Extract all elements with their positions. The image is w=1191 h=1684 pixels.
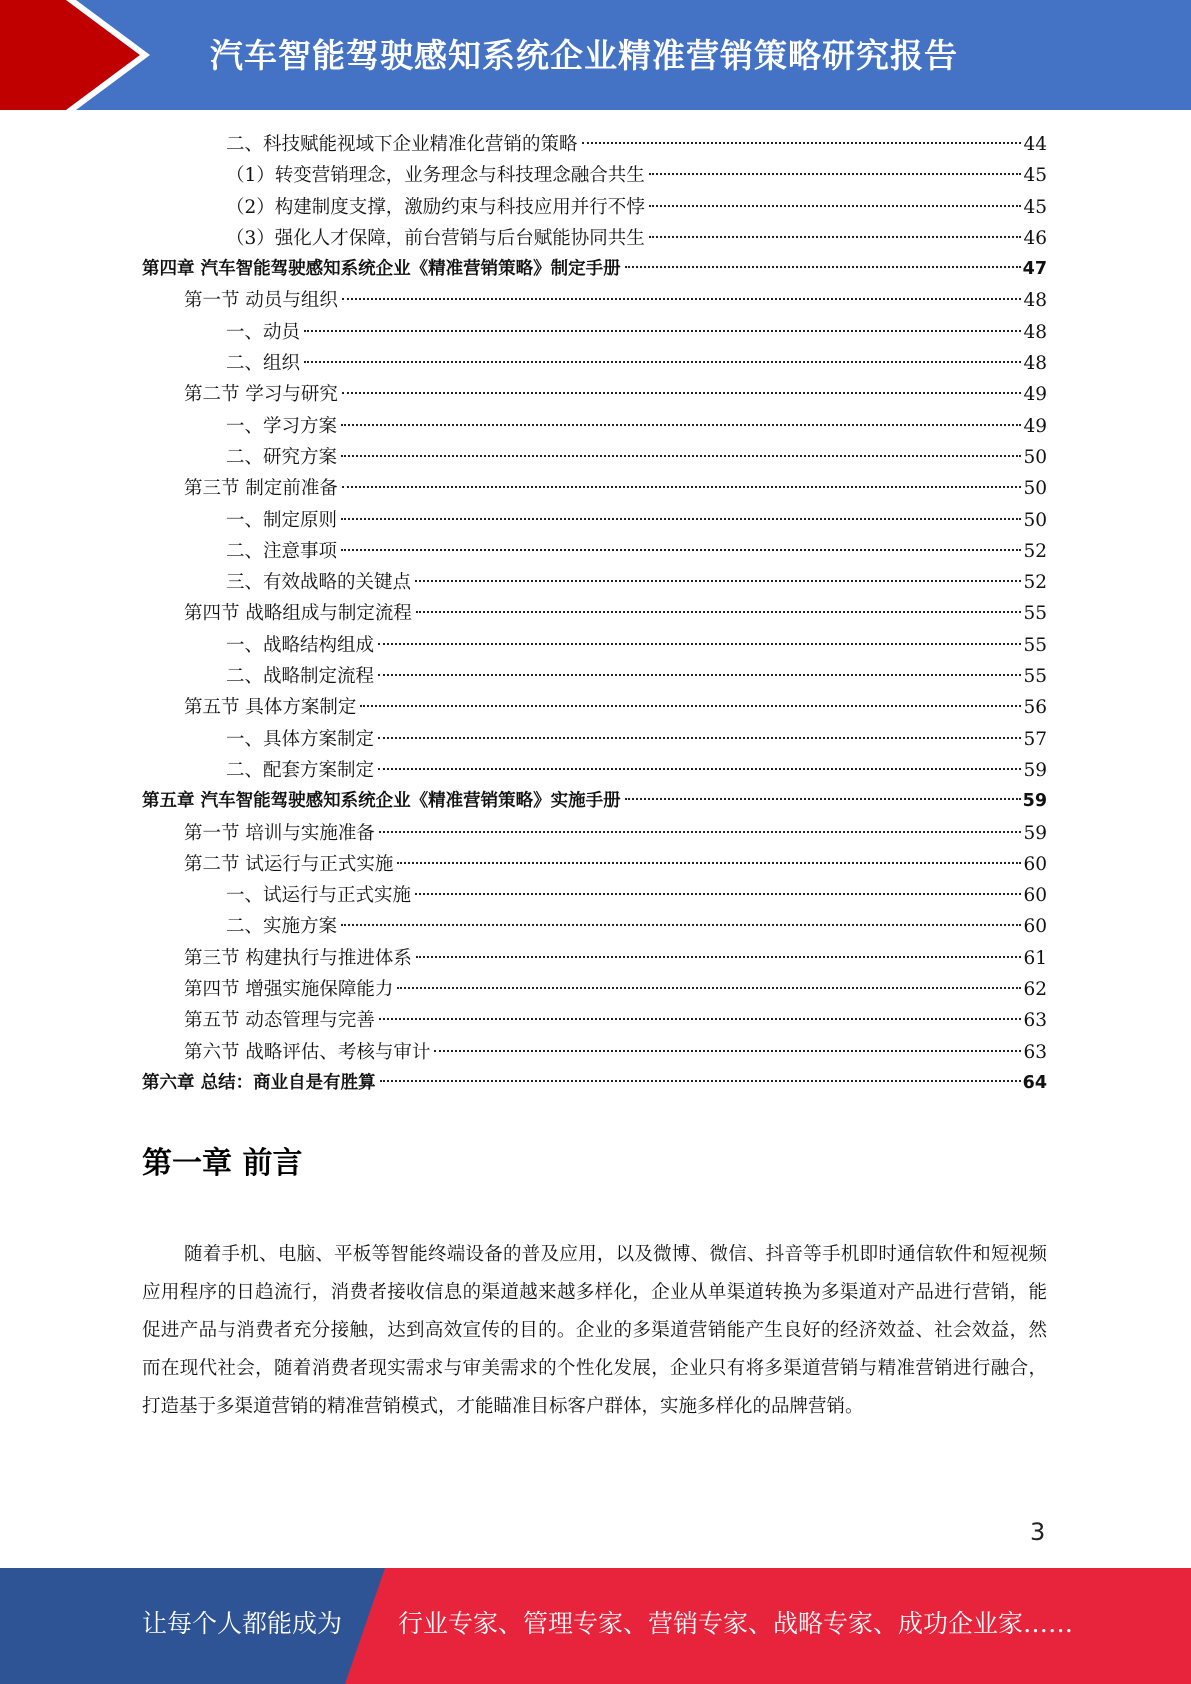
toc-dot-leader [416, 956, 1022, 958]
toc-entry-page: 48 [1023, 321, 1047, 343]
toc-entry-label: 第三节 构建执行与推进体系 [184, 947, 412, 969]
toc-entry[interactable] [142, 442, 1047, 473]
header-arrow-shape [0, 0, 160, 110]
toc-entry-page: 50 [1023, 478, 1047, 500]
toc-entry[interactable] [142, 348, 1047, 379]
toc-entry-page: 63 [1023, 1041, 1047, 1063]
toc-entry-page: 60 [1023, 885, 1047, 907]
toc-entry-label: 第五章 汽车智能驾驶感知系统企业《精准营销策略》实施手册 [142, 791, 621, 812]
toc-entry-page: 64 [1022, 1072, 1047, 1093]
toc-entry[interactable] [142, 598, 1047, 629]
toc-entry-page: 57 [1023, 728, 1047, 750]
table-of-contents [142, 129, 1047, 1099]
toc-dot-leader [649, 173, 1022, 175]
toc-entry-page: 59 [1023, 822, 1047, 844]
toc-entry-page: 52 [1023, 540, 1047, 562]
toc-entry-label: 第六章 总结：商业自是有胜算 [142, 1072, 376, 1093]
toc-entry[interactable] [142, 974, 1047, 1005]
header-banner [0, 0, 1191, 110]
toc-entry-label: 第五节 具体方案制定 [184, 697, 357, 719]
toc-entry[interactable] [142, 567, 1047, 598]
toc-entry-page: 50 [1023, 446, 1047, 468]
toc-entry-page: 55 [1023, 603, 1047, 625]
toc-entry-page: 49 [1023, 384, 1047, 406]
toc-entry-label: 第二节 试运行与正式实施 [184, 853, 394, 875]
toc-dot-leader [379, 831, 1022, 833]
toc-entry-page: 49 [1023, 415, 1047, 437]
toc-entry-page: 45 [1023, 165, 1047, 187]
toc-entry[interactable] [142, 192, 1047, 223]
toc-entry-label: 一、制定原则 [226, 509, 338, 531]
toc-entry-page: 46 [1023, 227, 1047, 249]
toc-dot-leader [378, 768, 1021, 770]
toc-dot-leader [341, 924, 1021, 926]
toc-entry[interactable] [142, 724, 1047, 755]
footer-banner [0, 1568, 1191, 1684]
toc-entry-page: 61 [1023, 947, 1047, 969]
toc-entry[interactable] [142, 1068, 1047, 1099]
toc-entry[interactable] [142, 849, 1047, 880]
toc-entry-label: 二、注意事项 [226, 540, 338, 562]
toc-entry-label: 一、具体方案制定 [226, 728, 375, 750]
toc-dot-leader [625, 266, 1021, 268]
toc-entry[interactable] [142, 755, 1047, 786]
toc-entry-label: 第一节 培训与实施准备 [184, 822, 375, 844]
toc-entry-page: 62 [1023, 979, 1047, 1001]
body-paragraph: 随着手机、电脑、平板等智能终端设备的普及应用，以及微博、微信、抖音等手机即时通信软件和短视频应用程序的日趋流行，消费者接收信息的渠道越来越多样化，企业从单渠道转换为多渠道对产品进行营销，能促进产品与消费者充分接触，达到高效宣传的目的。企业的多渠道营销能产生良好的经济效益、社会效益，然而在现代社会，随着消费者现实需求与审美需求的个性化发展，企业只有将多渠道营销与精准营销进行融合，打造基于多渠道营销的精准营销模式，才能瞄准目标客户群体，实施多样化的品牌营销。 [142, 1244, 1047, 1417]
toc-entry[interactable] [142, 223, 1047, 254]
toc-entry[interactable] [142, 505, 1047, 536]
toc-entry-page: 60 [1023, 916, 1047, 938]
toc-dot-leader [397, 987, 1021, 989]
toc-entry-page: 48 [1023, 353, 1047, 375]
footer-slogan-left: 让每个人都能成为 [142, 1609, 343, 1638]
toc-entry-label: 二、组织 [226, 353, 301, 375]
toc-entry-label: （1）转变营销理念，业务理念与科技理念融合共生 [226, 165, 645, 187]
toc-dot-leader [378, 674, 1021, 676]
toc-entry-label: 一、战略结构组成 [226, 634, 375, 656]
toc-entry[interactable] [142, 473, 1047, 504]
toc-dot-leader [415, 893, 1021, 895]
toc-entry-page: 52 [1023, 572, 1047, 594]
toc-dot-leader [625, 798, 1021, 800]
toc-dot-leader [416, 611, 1022, 613]
toc-entry-page: 55 [1023, 634, 1047, 656]
toc-entry-page: 44 [1023, 134, 1047, 155]
footer-slogan-right: 行业专家、管理专家、营销专家、战略专家、成功企业家…… [398, 1609, 1074, 1638]
toc-entry[interactable] [142, 818, 1047, 849]
toc-dot-leader [341, 549, 1021, 551]
toc-entry-page: 55 [1023, 666, 1047, 688]
toc-dot-leader [649, 205, 1022, 207]
toc-dot-leader [378, 643, 1021, 645]
toc-dot-leader [582, 142, 1022, 144]
toc-dot-leader [342, 298, 1022, 300]
toc-entry-page: 60 [1023, 853, 1047, 875]
toc-entry-label: 一、动员 [226, 321, 301, 343]
toc-entry[interactable] [142, 943, 1047, 974]
toc-dot-leader [304, 330, 1021, 332]
toc-entry-page: 59 [1022, 791, 1047, 812]
toc-entry-label: （3）强化人才保障，前台营销与后台赋能协同共生 [226, 227, 645, 249]
toc-entry-page: 59 [1023, 759, 1047, 781]
toc-dot-leader [397, 862, 1021, 864]
toc-dot-leader [379, 1018, 1022, 1020]
toc-dot-leader [342, 486, 1022, 488]
toc-dot-leader [304, 361, 1021, 363]
page-number: 3 [1030, 1518, 1046, 1546]
toc-entry[interactable] [142, 160, 1047, 191]
toc-entry-page: 50 [1023, 509, 1047, 531]
toc-entry-label: 二、实施方案 [226, 916, 338, 938]
toc-entry-label: 一、试运行与正式实施 [226, 885, 412, 907]
toc-dot-leader [378, 737, 1021, 739]
toc-entry[interactable] [142, 1037, 1047, 1068]
toc-entry-label: 二、科技赋能视域下企业精准化营销的策略 [226, 134, 578, 155]
toc-dot-leader [341, 518, 1021, 520]
toc-entry-page: 48 [1023, 290, 1047, 312]
toc-entry-label: 第六节 战略评估、考核与审计 [184, 1041, 431, 1063]
toc-entry-label: 第二节 学习与研究 [184, 384, 338, 406]
toc-dot-leader [342, 392, 1022, 394]
toc-entry-label: 第一节 动员与组织 [184, 290, 338, 312]
toc-entry[interactable] [142, 379, 1047, 410]
toc-entry-page: 45 [1023, 196, 1047, 218]
toc-entry-label: 二、战略制定流程 [226, 666, 375, 688]
toc-entry-label: 三、有效战略的关键点 [226, 572, 412, 594]
toc-entry-label: 第四章 汽车智能驾驶感知系统企业《精准营销策略》制定手册 [142, 259, 621, 280]
toc-dot-leader [341, 455, 1021, 457]
toc-entry[interactable] [142, 129, 1047, 160]
toc-entry[interactable] [142, 411, 1047, 442]
toc-entry-page: 56 [1023, 697, 1047, 719]
toc-entry[interactable] [142, 630, 1047, 661]
toc-dot-leader [434, 1050, 1021, 1052]
toc-entry[interactable] [142, 911, 1047, 942]
toc-entry[interactable] [142, 786, 1047, 817]
toc-entry-page: 47 [1022, 259, 1047, 280]
chapter-heading: 第一章 前言 [142, 1146, 303, 1181]
toc-entry-label: 第五节 动态管理与完善 [184, 1010, 375, 1032]
toc-entry-label: 二、研究方案 [226, 446, 338, 468]
toc-dot-leader [415, 580, 1021, 582]
toc-entry[interactable] [142, 254, 1047, 285]
toc-entry[interactable] [142, 1005, 1047, 1036]
toc-entry[interactable] [142, 692, 1047, 723]
report-title: 汽车智能驾驶感知系统企业精准营销策略研究报告 [210, 36, 958, 75]
toc-entry-label: 二、配套方案制定 [226, 759, 375, 781]
toc-entry-page: 63 [1023, 1010, 1047, 1032]
toc-entry[interactable] [142, 317, 1047, 348]
toc-dot-leader [360, 705, 1021, 707]
toc-entry-label: 第四节 战略组成与制定流程 [184, 603, 412, 625]
toc-dot-leader [341, 424, 1021, 426]
toc-entry-label: 一、学习方案 [226, 415, 338, 437]
toc-entry[interactable] [142, 661, 1047, 692]
toc-dot-leader [649, 236, 1022, 238]
toc-entry-label: 第三节 制定前准备 [184, 478, 338, 500]
toc-entry[interactable] [142, 285, 1047, 316]
toc-entry-label: （2）构建制度支撑，激励约束与科技应用并行不悖 [226, 196, 645, 218]
toc-entry-label: 第四节 增强实施保障能力 [184, 979, 394, 1001]
toc-entry[interactable] [142, 880, 1047, 911]
toc-entry[interactable] [142, 536, 1047, 567]
toc-dot-leader [380, 1080, 1021, 1082]
